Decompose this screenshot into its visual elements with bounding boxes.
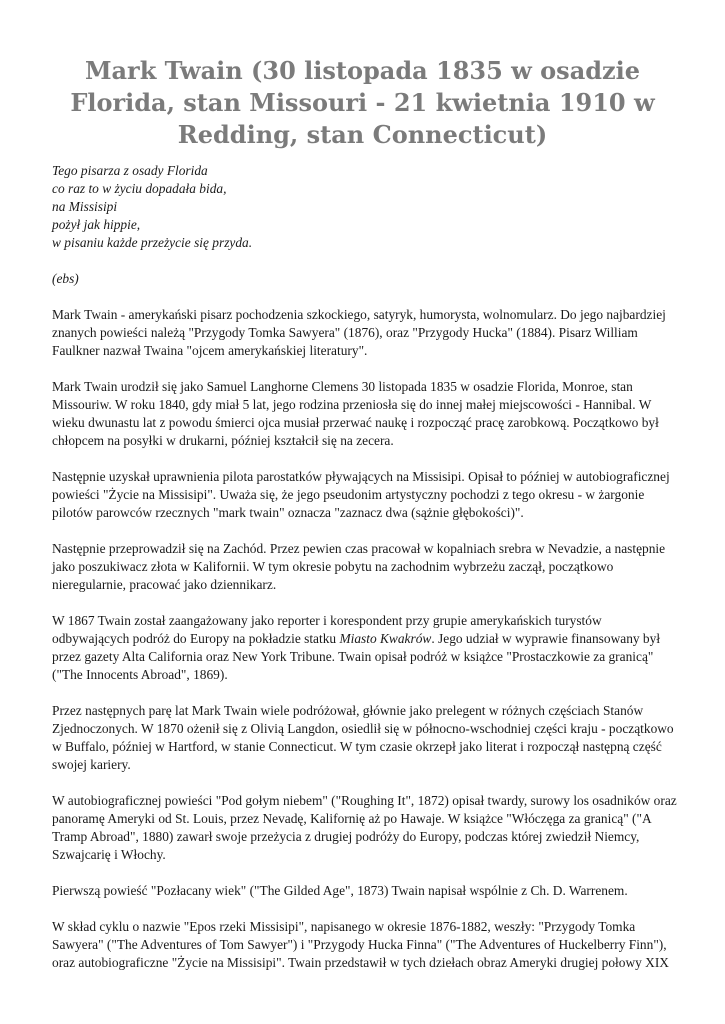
paragraph-2 — [52, 378, 682, 450]
poem-line: Tego pisarza z osady Florida — [52, 163, 208, 178]
paragraph-text: W autobiograficznej powieści "Pod gołym niebem" ("Roughing It", 1872) opisał twardy, surowy los osadników oraz panoramę Ameryki od St. Louis, przez Nevadę, Kalifornię aż po Hawaje. W książce "Włóczęga za granicą" ("A Tramp Abroad", 1880) zawarł swoje przeżycia z drugiej podróży do Europy, podczas której zwiedził Niemcy, Szwajcarię i Włochy. — [52, 793, 677, 862]
paragraph-7 — [52, 792, 682, 864]
poem — [52, 162, 682, 252]
paragraph-text: Przez następnych parę lat Mark Twain wiele podróżował, głównie jako prelegent w różnych częściach Stanów Zjednoczonych. W 1870 ożenił się z Olivią Langdon, osiedlił się w północno-wschodniej części kraju - początkowo w Buffalo, później w Hartford, w stanie Connecticut. W tym czasie okrzepł jako literat i rozpoczął następną część swojej kariery. — [52, 703, 674, 772]
paragraph-1 — [52, 306, 682, 360]
poem-line: co raz to w życiu dopadała bida, — [52, 181, 227, 196]
paragraph-9 — [52, 918, 682, 972]
paragraph-text: W skład cyklu o nazwie "Epos rzeki Missisipi", napisanego w okresie 1876-1882, weszły: "Przygody Tomka Sawyera" ("The Adventures of Tom Sawyer") i "Przygody Hucka Finna" ("The Adventures of Huckelberry Finn"), oraz autobiograficzne "Życie na Missisipi". Twain przedstawił w tych dziełach obraz Ameryki drugiej połowy XIX — [52, 919, 669, 970]
paragraph-text: Mark Twain urodził się jako Samuel Langhorne Clemens 30 listopada 1835 w osadzie Florida, Monroe, stan Missouriw. W roku 1840, gdy miał 5 lat, jego rodzina przeniosła się do innej małej miejscowości - Hannibal. W wieku dwunastu lat z powodu śmierci ojca musiał przerwać naukę i rozpocząć pracę zarobkową. Początkowo był chłopcem na posyłki w drukarni, później kształcił się na zecera. — [52, 379, 659, 448]
poem-signature: (ebs) — [52, 271, 79, 286]
paragraph-text: . Jego udział w wyprawie finansowany był przez gazety Alta California oraz New York Tribune. Twain opisał podróż w książce "Prostaczkowie za granicą" ("The Innocents Abroad", 1869). — [52, 631, 661, 682]
paragraph-4 — [52, 540, 682, 594]
paragraph-8 — [52, 882, 682, 900]
page-title: Mark Twain (30 listopada 1835 w osadzie Florida, stan Missouri - 21 kwietnia 1910 w Redding, stan Connecticut) — [70, 56, 655, 149]
paragraph-text: Mark Twain - amerykański pisarz pochodzenia szkockiego, satyryk, humorysta, wolnomularz. Do jego najbardziej znanych powieści należą "Przygody Tomka Sawyera" (1876), oraz "Przygody Hucka" (1884). Pisarz William Faulkner nazwał Twaina "ojcem amerykańskiej literatury". — [52, 307, 666, 358]
paragraph-text: W 1867 Twain został zaangażowany jako reporter i korespondent przy grupie amerykańskich turystów odbywających podróż do Europy na pokładzie statku — [52, 613, 602, 646]
paragraph-text: Następnie uzyskał uprawnienia pilota parostatków pływających na Missisipi. Opisał to później w autobiograficznej powieści "Życie na Missisipi". Uważa się, że jego pseudonim artystyczny pochodzi z tego okresu - w żargonie pilotów parowców rzecznych "mark twain" oznacza "zaznacz dwa (sążnie głębokości)". — [52, 469, 670, 520]
poem-line: w pisaniu każde przeżycie się przyda. — [52, 235, 253, 250]
ship-name: Miasto Kwakrów — [339, 631, 432, 646]
paragraph-5 — [52, 612, 682, 684]
poem-line: na Missisipi — [52, 199, 118, 214]
paragraph-text: Pierwszą powieść "Pozłacany wiek" ("The Gilded Age", 1873) Twain napisał wspólnie z Ch. D. Warrenem. — [52, 883, 628, 898]
poem-line: pożył jak hippie, — [52, 217, 141, 232]
paragraph-text: Następnie przeprowadził się na Zachód. Przez pewien czas pracował w kopalniach srebra w Nevadzie, a następnie jako poszukiwacz złota w Kalifornii. W tym okresie pobytu na zachodnim wybrzeżu zaczął, początkowo nieregularnie, pracować jako dziennikarz. — [52, 541, 666, 592]
paragraph-6 — [52, 702, 682, 774]
document-body — [52, 162, 682, 972]
paragraph-3 — [52, 468, 682, 522]
